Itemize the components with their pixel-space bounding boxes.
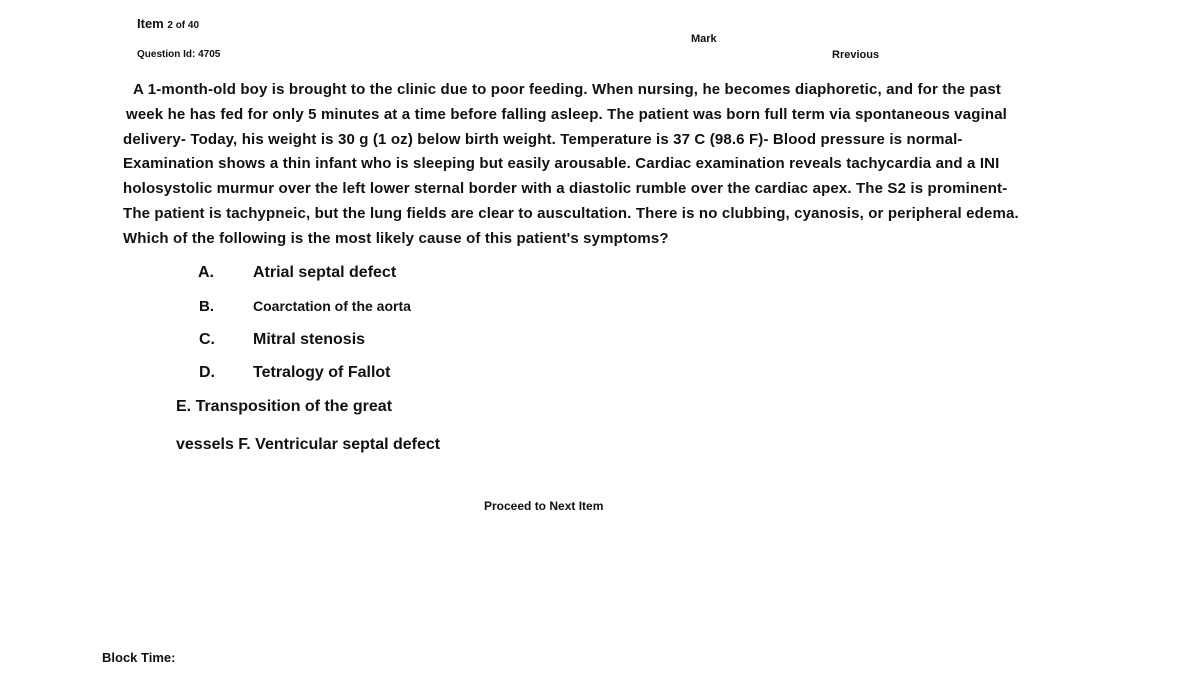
stem-line: week he has fed for only 5 minutes at a time before falling asleep. The patient was born full term via spontaneous vaginal: [126, 105, 1008, 123]
item-position: 2 of 40: [167, 20, 200, 31]
stem-line: delivery- Today, his weight is 30 g (1 oz) below birth weight. Temperature is 37 C (98.6 F)- Blood pressure is normal-: [123, 130, 963, 148]
option-c-letter[interactable]: C.: [199, 331, 215, 348]
option-d-text[interactable]: Tetralogy of Fallot: [253, 364, 391, 381]
option-b-letter[interactable]: B.: [199, 298, 214, 315]
option-b-text[interactable]: Coarctation of the aorta: [253, 298, 411, 314]
item-label: Item: [137, 16, 164, 31]
stem-line: holosystolic murmur over the left lower sternal border with a diastolic rumble over the cardiac apex. The S2 is prominent-: [123, 180, 1008, 198]
mark-button[interactable]: Mark: [691, 33, 717, 45]
option-a-text[interactable]: Atrial septal defect: [253, 264, 397, 281]
option-d-letter[interactable]: D.: [199, 364, 215, 381]
option-a-letter[interactable]: A.: [198, 264, 214, 281]
block-time-label: Block Time:: [102, 650, 176, 665]
option-c-text[interactable]: Mitral stenosis: [253, 331, 366, 348]
stem-line: Which of the following is the most likely cause of this patient's symptoms?: [123, 229, 669, 247]
previous-button[interactable]: Rrevious: [832, 49, 880, 61]
stem-line: Examination shows a thin infant who is sleeping but easily arousable. Cardiac examination reveals tachycardia and a INI: [123, 155, 1000, 173]
proceed-next-button[interactable]: Proceed to Next Item: [484, 499, 604, 513]
option-ef-line[interactable]: vessels F. Ventricular septal defect: [176, 436, 441, 453]
item-counter: [137, 16, 199, 31]
stem-line: A 1-month-old boy is brought to the clinic due to poor feeding. When nursing, he becomes diaphoretic, and for the past: [133, 81, 1001, 98]
option-e-line[interactable]: E. Transposition of the great: [176, 398, 393, 415]
question-stem: [123, 78, 1019, 252]
question-id: Question Id: 4705: [137, 49, 221, 60]
stem-line: The patient is tachypneic, but the lung fields are clear to auscultation. There is no clubbing, cyanosis, or peripheral edema.: [123, 204, 1019, 222]
